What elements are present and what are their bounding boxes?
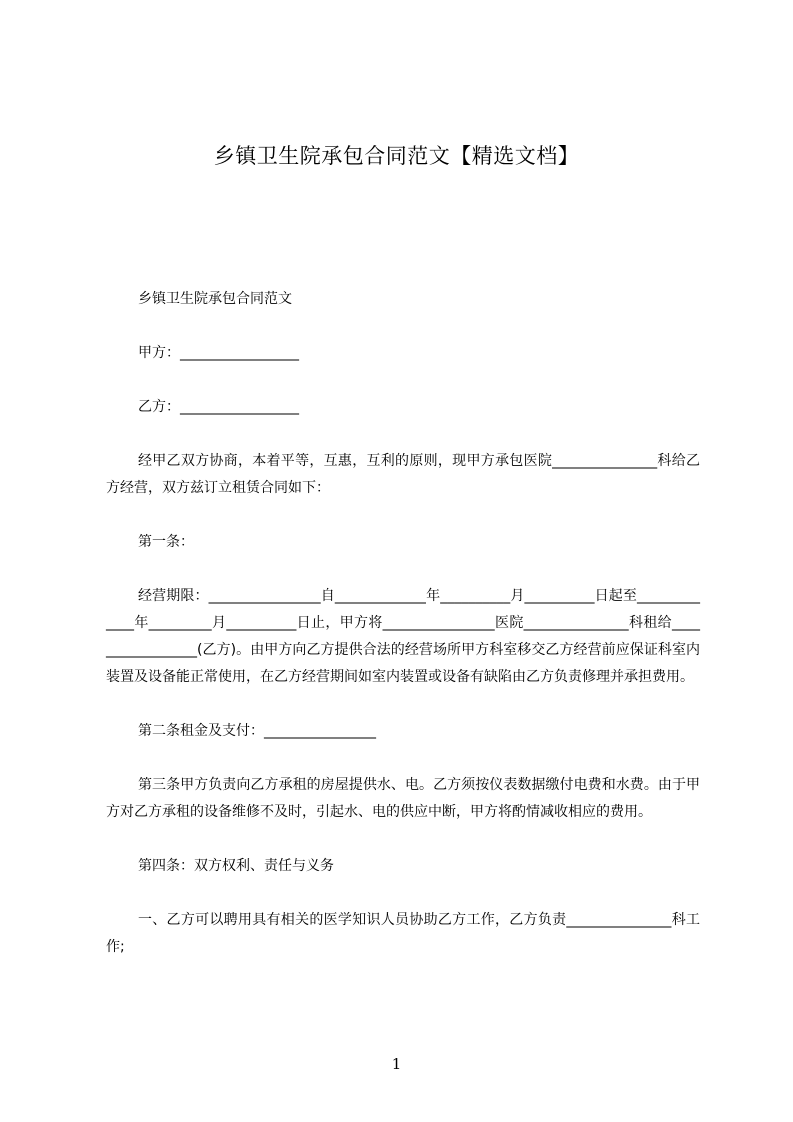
contract-heading-paragraph: 乡镇卫生院承包合同范文	[138, 291, 292, 307]
party-a-line: 甲方：_________________	[138, 345, 299, 361]
document-body	[106, 286, 700, 988]
article-three-paragraph: 第三条甲方负责向乙方承租的房屋提供水、电。乙方须按仪表数据缴付电费和水费。由于甲方对乙方承租的设备维修不及时，引起水、电的供应中断，甲方将酌情减收相应的费用。	[106, 777, 700, 820]
article-two-paragraph: 第二条租金及支付：________________	[138, 723, 376, 739]
rights-item-one-paragraph: 一、乙方可以聘用具有相关的医学知识人员协助乙方工作，乙方负责_______________科工作;	[106, 912, 700, 955]
term-paragraph: 经营期限：________________自_____________年__________月__________日起至_____________年_________月__________日止，甲方将________________医院_______________科租给_________________(乙方)。由甲方向乙方提供合法的经营场所甲方科室移交乙方经营前应保证科室内装置及设备能正常使用，在乙方经营期间如室内装置或设备有缺陷由乙方负责修理并承担费用。	[106, 588, 700, 685]
preamble-paragraph: 经甲乙双方协商，本着平等，互惠，互利的原则，现甲方承包医院_______________科给乙方经营，双方兹订立租赁合同如下：	[106, 453, 700, 496]
article-one-heading: 第一条：	[138, 534, 194, 550]
party-b-line: 乙方：_________________	[138, 399, 299, 415]
article-four-heading: 第四条：双方权利、责任与义务	[138, 858, 334, 874]
document-title: 乡镇卫生院承包合同范文【精选文档】	[213, 144, 580, 168]
page-number: 1	[391, 1055, 402, 1073]
